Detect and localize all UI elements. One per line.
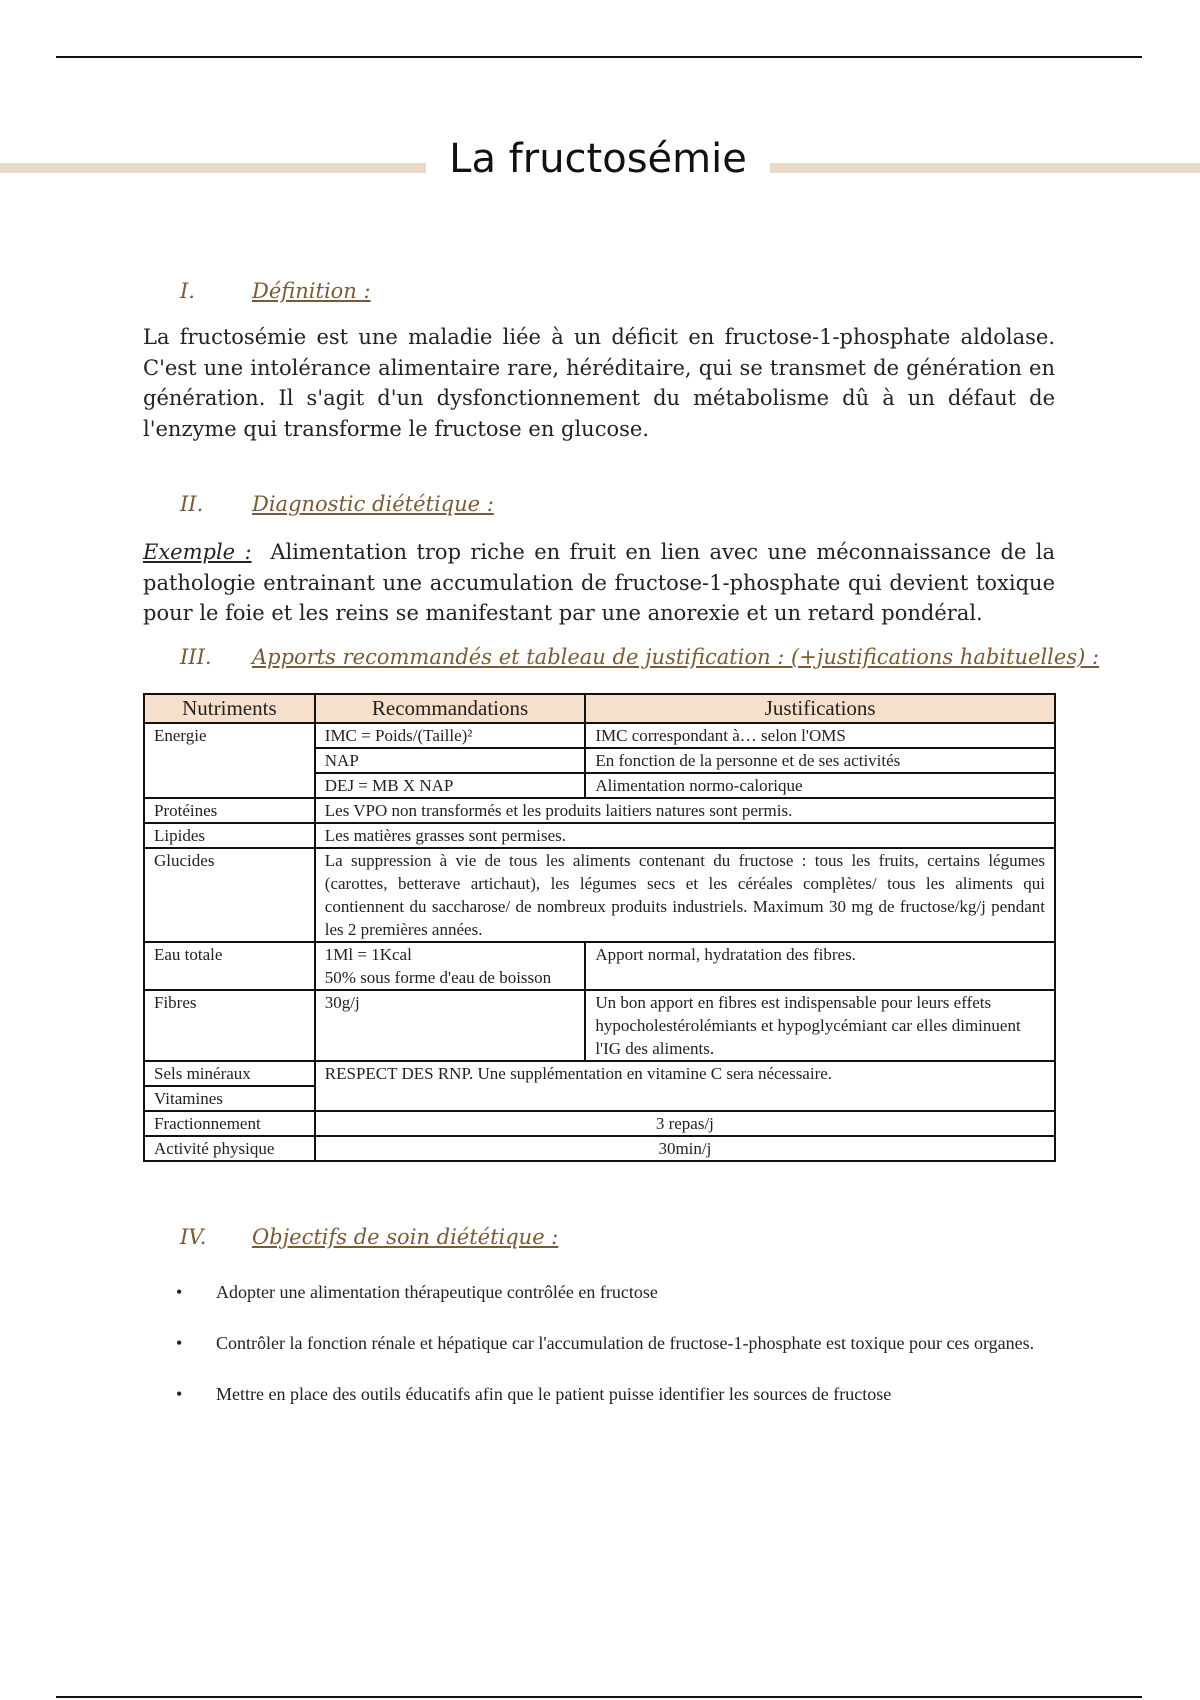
title-bar-left — [0, 163, 426, 173]
section-number: III. — [180, 645, 212, 669]
diagnostic-text: Alimentation trop riche en fruit en lien avec une méconnaissance de la pathologie entrainant une accumulation de fructose-1-phosphate qui devient toxique pour le foie et les reins se manifestant par une anorexie et un retard pondéral. — [143, 540, 1056, 625]
objective-text: Mettre en place des outils éducatifs afin que le patient puisse identifier les sources de fructose — [216, 1384, 892, 1404]
diagnostic-paragraph — [143, 537, 1055, 629]
nutrient-label: Lipides — [144, 823, 315, 848]
nutrient-label: Sels minéraux — [144, 1061, 315, 1086]
recommendation-cell: IMC = Poids/(Taille)² — [315, 723, 586, 748]
bottom-rule — [56, 1696, 1142, 1698]
table-row — [144, 1086, 1055, 1111]
top-rule — [56, 56, 1142, 58]
recommendation-cell — [315, 942, 586, 990]
recommendation-cell: 30min/j — [315, 1136, 1055, 1161]
section-label: Diagnostic diététique : — [252, 492, 494, 516]
table-row — [144, 798, 1055, 823]
recommendation-cell: 3 repas/j — [315, 1111, 1055, 1136]
list-item — [176, 1280, 1056, 1304]
objective-text: Adopter une alimentation thérapeutique contrôlée en fructose — [216, 1282, 658, 1302]
recommendation-cell: NAP — [315, 748, 586, 773]
justification-cell: Un bon apport en fibres est indispensable pour leurs effets hypocholestérolémiants et hypoglycémiant car elles diminuent l'IG des aliments. — [585, 990, 1055, 1061]
bullet-icon: • — [176, 1384, 183, 1404]
table-row — [144, 823, 1055, 848]
section-number: IV. — [180, 1225, 207, 1249]
nutrient-label: Glucides — [144, 848, 315, 942]
table-row — [144, 1111, 1055, 1136]
table-row — [144, 990, 1055, 1061]
section-number: II. — [180, 492, 204, 516]
recommendation-cell: Les VPO non transformés et les produits laitiers natures sont permis. — [315, 798, 1055, 823]
header-recommandations: Recommandations — [315, 694, 586, 723]
recommendation-cell: DEJ = MB X NAP — [315, 773, 586, 798]
nutrient-label: Eau totale — [144, 942, 315, 990]
recommendation-line: 1Ml = 1Kcal — [324, 945, 412, 964]
section-label: Définition : — [252, 279, 371, 303]
table-row — [144, 723, 1055, 748]
table-header-row — [144, 694, 1055, 723]
list-item — [176, 1382, 1056, 1406]
recommendation-cell-empty — [315, 1086, 1055, 1111]
nutrient-label: Vitamines — [144, 1086, 315, 1111]
table-row — [144, 1061, 1055, 1086]
bullet-icon: • — [176, 1282, 183, 1302]
justification-cell: Alimentation normo-calorique — [585, 773, 1055, 798]
nutrient-label: Energie — [144, 723, 315, 798]
recommendation-cell: 30g/j — [315, 990, 586, 1061]
recommendation-line: 50% sous forme d'eau de boisson — [324, 968, 552, 987]
table-row — [144, 848, 1055, 942]
definition-paragraph: La fructosémie est une maladie liée à un déficit en fructose-1-phosphate aldolase. C'est une intolérance alimentaire rare, héréditaire, qui se transmet de génération en génération. Il s'agit d'un dysfonctionnement du métabolisme dû à un défaut de l'enzyme qui transforme le fructose en glucose. — [143, 325, 1055, 441]
page-title: La fructosémie — [449, 136, 747, 182]
justification-cell: Apport normal, hydratation des fibres. — [585, 942, 1055, 990]
table-row — [144, 1136, 1055, 1161]
objective-text: Contrôler la fonction rénale et hépatique car l'accumulation de fructose-1-phosphate est toxique pour ces organes. — [216, 1333, 1035, 1353]
header-nutriments: Nutriments — [144, 694, 315, 723]
header-justifications: Justifications — [585, 694, 1055, 723]
example-label: Exemple : — [143, 540, 252, 564]
recommendation-cell: RESPECT DES RNP. Une supplémentation en vitamine C sera nécessaire. — [315, 1061, 1055, 1086]
objectives-list — [176, 1280, 1056, 1406]
recommendation-cell: Les matières grasses sont permises. — [315, 823, 1055, 848]
recommendation-cell: La suppression à vie de tous les aliments contenant du fructose : tous les fruits, certains légumes (carottes, betterave artichaut), les légumes secs et les céréales complètes/ tous les aliments qui contiennent du saccharose/ de nombreux produits industriels. Maximum 30 mg de fructose/kg/j pendant les 2 premières années. — [315, 848, 1055, 942]
nutrient-label: Protéines — [144, 798, 315, 823]
section-label: Apports recommandés et tableau de justification : (+justifications habituelles) : — [252, 645, 1100, 669]
justification-cell: En fonction de la personne et de ses activités — [585, 748, 1055, 773]
bullet-icon: • — [176, 1333, 183, 1353]
nutrient-label: Fibres — [144, 990, 315, 1061]
title-bar-right — [770, 163, 1200, 173]
table-row — [144, 942, 1055, 990]
section-number: I. — [180, 279, 195, 303]
nutrient-label: Fractionnement — [144, 1111, 315, 1136]
section-label: Objectifs de soin diététique : — [252, 1225, 559, 1249]
justification-table — [143, 693, 1056, 1162]
nutrient-label: Activité physique — [144, 1136, 315, 1161]
justification-cell: IMC correspondant à… selon l'OMS — [585, 723, 1055, 748]
list-item — [176, 1331, 1056, 1355]
